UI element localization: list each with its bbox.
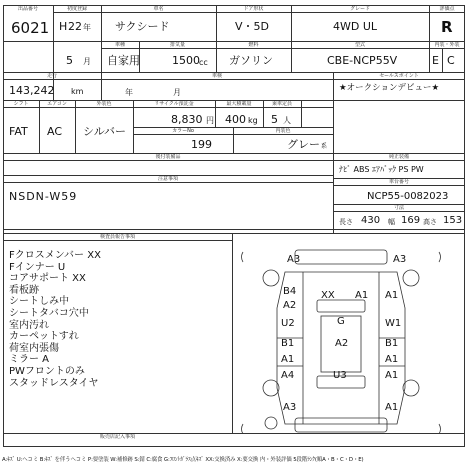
col-line bbox=[291, 5, 292, 72]
sales-point: ★オークションデビュー★ bbox=[339, 83, 440, 93]
month-unit: 月 bbox=[83, 57, 91, 66]
label-grade: グレード bbox=[349, 6, 370, 12]
label-dimensions: 寸法 bbox=[393, 205, 404, 211]
car-name: サクシード bbox=[115, 20, 170, 33]
original-equipment: ﾅﾋﾞ ABS ｴｱﾊﾞｯｸ PS PW bbox=[339, 165, 424, 174]
color-no: 199 bbox=[191, 138, 212, 151]
mark-left-door-1: U2 bbox=[281, 318, 295, 329]
inspector-note: スタッドレスタイヤ bbox=[9, 377, 99, 389]
label-int-color: 内装色 bbox=[275, 128, 291, 134]
col-line bbox=[101, 5, 102, 72]
col-line bbox=[101, 72, 102, 100]
label-ext-color: 外装色 bbox=[96, 101, 112, 107]
recycle-unit: 円 bbox=[206, 116, 214, 125]
displacement-unit: cc bbox=[199, 58, 208, 67]
col-line bbox=[442, 49, 443, 72]
label-first-reg: 初度登録 bbox=[66, 6, 87, 12]
wheel-fr-icon bbox=[403, 270, 419, 286]
col-line bbox=[429, 5, 430, 72]
fuel: ガソリン bbox=[229, 54, 273, 67]
row-line bbox=[3, 182, 333, 183]
windshield-outline bbox=[317, 300, 365, 312]
label-recycle: リサイクル預託金 bbox=[154, 101, 194, 107]
car-type: 自家用 bbox=[107, 54, 140, 67]
spare-wheel-icon bbox=[265, 417, 277, 429]
max-load: 400 bbox=[225, 113, 246, 126]
wheel-fl-icon bbox=[263, 270, 279, 286]
legend: A:ｷｽﾞ U:ヘコミ B:ｷｽﾞ を伴うヘコミ P:要塗装 W:補修跡 S:錆 C:腐食 G:ﾌﾛﾝﾄｶﾞﾗｽ点ｷｽﾞ XX:交換済み X:要交換 内・外装評価 5段階ﾗﾝｸ(順A・B・C・D・E) bbox=[2, 457, 364, 463]
ac: AC bbox=[47, 125, 63, 138]
height-label: 高さ bbox=[423, 218, 437, 226]
mark-front-left: A3 bbox=[287, 254, 301, 265]
mark-left-door-2: B1 bbox=[281, 338, 295, 349]
length-label: 長さ bbox=[339, 218, 353, 226]
col-line bbox=[263, 100, 264, 127]
col-line bbox=[39, 100, 40, 153]
mark-rear-left: A4 bbox=[281, 370, 295, 381]
label-car-type: 車種 bbox=[114, 42, 125, 48]
inspection-month-unit: 月 bbox=[173, 88, 181, 97]
grade: 4WD UL bbox=[333, 20, 378, 33]
label-mileage: 走行 bbox=[46, 73, 57, 79]
row-line bbox=[101, 48, 465, 49]
inspector-note: 看板跡 bbox=[9, 284, 39, 296]
mileage: 143,242 bbox=[9, 84, 55, 97]
inspector-note: PWフロントのみ bbox=[9, 365, 85, 377]
notes: NSDN-W59 bbox=[9, 190, 78, 203]
inspector-note: 室内汚れ bbox=[9, 319, 49, 331]
width-label: 幅 bbox=[388, 218, 395, 226]
mark-windshield: A2 bbox=[335, 338, 349, 349]
inspector-note: カーペットすれ bbox=[9, 331, 79, 343]
bracket-left-icon bbox=[242, 252, 244, 262]
mark-left-door-3: A1 bbox=[281, 354, 295, 365]
inspector-note: コアサポート XX bbox=[9, 273, 86, 285]
label-fuel: 燃料 bbox=[248, 42, 259, 48]
label-dealer-memo: 販売店記入事項 bbox=[99, 434, 135, 440]
label-chassis-no: 車台番号 bbox=[388, 179, 409, 185]
label-int-ext: 内装・外装 bbox=[434, 42, 460, 48]
label-shift: シフト bbox=[13, 101, 29, 107]
col-line bbox=[215, 100, 216, 127]
ext-color: シルバー bbox=[83, 125, 126, 138]
row-line bbox=[53, 12, 465, 13]
mark-fr-fender: A1 bbox=[385, 290, 399, 301]
mark-right-door-2: B1 bbox=[385, 338, 399, 349]
mark-right-door-1: W1 bbox=[385, 318, 402, 329]
inspection-year-unit: 年 bbox=[125, 88, 133, 97]
width: 169 bbox=[401, 215, 421, 226]
row-line bbox=[3, 229, 465, 230]
label-lot-no: 出品番号 bbox=[17, 6, 38, 12]
row-line bbox=[3, 240, 232, 241]
mark-hood-2: A1 bbox=[355, 290, 369, 301]
label-displacement: 排気量 bbox=[169, 42, 185, 48]
row-line bbox=[333, 211, 465, 212]
length: 430 bbox=[361, 215, 381, 226]
mark-front-right: A3 bbox=[393, 254, 407, 265]
col-line bbox=[216, 5, 217, 72]
mark-fl-fender-1: B4 bbox=[283, 286, 297, 297]
mark-hood-1: XX bbox=[321, 290, 335, 301]
row-line bbox=[333, 185, 465, 186]
label-model: 型式 bbox=[354, 42, 365, 48]
displacement: 1500 bbox=[172, 54, 200, 67]
label-inspector-memo: 検査員報告事項 bbox=[99, 234, 135, 240]
capacity: 5 bbox=[271, 113, 278, 126]
label-car-name: 車名 bbox=[153, 6, 164, 12]
label-score: 評価点 bbox=[439, 6, 455, 12]
label-max-load: 最大積載量 bbox=[226, 101, 252, 107]
col-line bbox=[75, 100, 76, 153]
row-line bbox=[3, 160, 465, 161]
mark-roof: G bbox=[337, 316, 345, 327]
row-line bbox=[3, 107, 333, 108]
int-color: グレー bbox=[287, 138, 320, 151]
max-load-unit: kg bbox=[248, 116, 258, 125]
year: 22 bbox=[68, 20, 82, 33]
bracket-right-icon bbox=[439, 252, 441, 262]
mark-rear-right: A1 bbox=[385, 370, 399, 381]
mark-rear-center: U3 bbox=[333, 370, 347, 381]
label-ac: エアコン bbox=[47, 101, 67, 107]
inspector-note: Fクロスメンバー XX bbox=[9, 250, 101, 261]
inspector-note: Fインナー U bbox=[9, 261, 66, 273]
auction-sheet bbox=[3, 5, 465, 447]
inspector-note: シートタバコ穴中 bbox=[9, 307, 89, 319]
inspector-note: シートしみ中 bbox=[9, 296, 69, 308]
recycle: 8,830 bbox=[171, 113, 203, 126]
col-line bbox=[233, 127, 234, 153]
label-color-no: カラーNo bbox=[172, 128, 194, 134]
bracket-right-icon bbox=[439, 424, 441, 434]
inspector-note: 荷室内張傷 bbox=[9, 342, 59, 354]
door-type: V・5D bbox=[235, 20, 269, 33]
int-color-suffix: 系 bbox=[321, 143, 328, 150]
height: 153 bbox=[443, 215, 463, 226]
label-post-equipment: 後付装備品 bbox=[155, 154, 181, 160]
mark-right-door-3: A1 bbox=[385, 354, 399, 365]
label-original-equipment: 純正装備 bbox=[388, 154, 409, 160]
capacity-unit: 人 bbox=[283, 116, 291, 125]
row-line bbox=[3, 79, 465, 80]
chassis-no: NCP55-0082023 bbox=[367, 191, 449, 202]
car-damage-diagram bbox=[235, 238, 447, 434]
model: CBE-NCP55V bbox=[327, 54, 398, 67]
front-bumper-outline bbox=[295, 250, 387, 264]
year-unit: 年 bbox=[83, 23, 91, 32]
label-inspection: 車検 bbox=[211, 73, 222, 79]
col-line bbox=[232, 233, 233, 433]
frame-bottom bbox=[3, 446, 465, 447]
mark-rear-left-bumper: A3 bbox=[283, 402, 297, 413]
label-notes: 注意事項 bbox=[157, 176, 178, 182]
label-door-type: ドア形状 bbox=[243, 6, 264, 12]
bracket-left-icon bbox=[242, 424, 244, 434]
mark-fl-fender-2: A2 bbox=[283, 300, 297, 311]
lot-no: 6021 bbox=[11, 19, 50, 37]
inspector-note: ミラー A bbox=[9, 354, 50, 366]
ext-grade: C bbox=[447, 54, 455, 67]
rear-bumper-outline bbox=[295, 418, 387, 432]
int-grade: E bbox=[432, 54, 439, 67]
inspector-notes-list bbox=[9, 250, 101, 389]
shift: FAT bbox=[9, 125, 28, 138]
label-sales-point: セールスポイント bbox=[379, 73, 419, 79]
col-line bbox=[301, 100, 302, 127]
mark-rear-right-bumper: A1 bbox=[385, 402, 399, 413]
score: R bbox=[441, 18, 453, 36]
month: 5 bbox=[66, 54, 73, 67]
era: H bbox=[59, 20, 68, 33]
label-capacity: 乗車定員 bbox=[271, 101, 292, 107]
mileage-unit: km bbox=[71, 87, 84, 96]
